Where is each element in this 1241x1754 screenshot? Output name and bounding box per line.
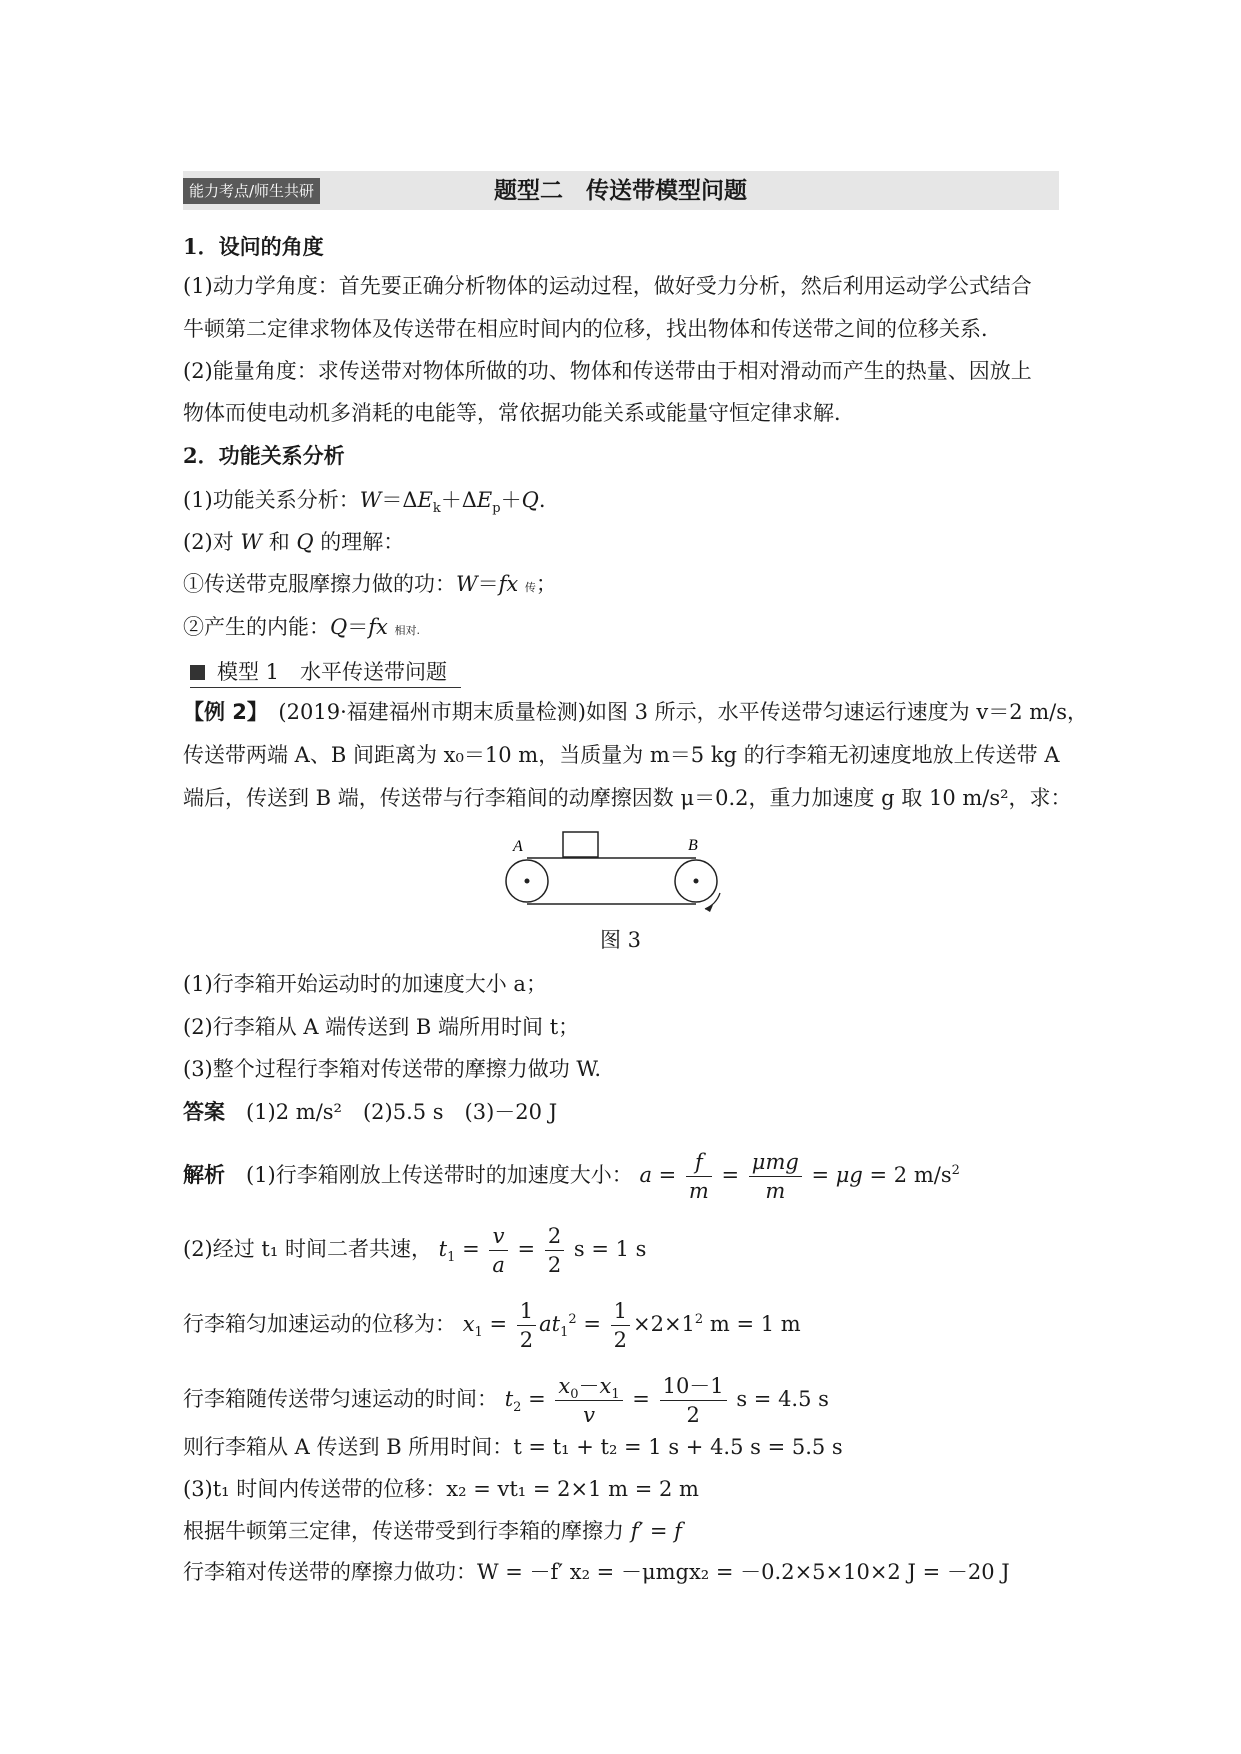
point-b-label: B (688, 837, 698, 854)
analysis-step8: 行李箱对传送带的摩擦力做功：W = －f′ x₂ = －μmgx₂ = －0.2×5×10×2 J = －20 J (183, 1560, 1010, 1584)
page-title: 题型二 传送带模型问题 (494, 178, 747, 204)
analysis-step7-math: f′ = f (630, 1519, 682, 1543)
square-bullet-icon (190, 665, 205, 680)
luggage-box (563, 832, 598, 857)
example-label: 【例 2】 (183, 700, 258, 724)
analysis-step3: 行李箱匀加速运动的位移为： $x_1$ = $\frac{1}{2}$ $at_1^2$ = $\frac{1}{2}$ $\times 2\times 1^2$ m = 1 m (183, 1299, 801, 1352)
analysis-step1: 解析 (1)行李箱刚放上传送带时的加速度大小： a = $\frac{f}{m}$ = $\frac{\text{μmg}}{m}$ = μg = 2 $m/s^2$ (183, 1150, 960, 1203)
section2-heading: 2．功能关系分析 (183, 443, 345, 468)
conveyor-belt-figure (490, 830, 750, 920)
section2-line1: (1)功能关系分析：$W=\Delta E_k+\Delta E_p+Q$. (183, 488, 546, 517)
analysis-step7: 根据牛顿第三定律，传送带受到行李箱的摩擦力 f′ = f (183, 1519, 682, 1543)
answer-line: 答案 (1)2 m/s² (2)5.5 s (3)－20 J (183, 1100, 558, 1124)
section2-line4: ②产生的内能：Q＝fx 相对. (183, 615, 421, 639)
section2-line2: (2)对 W 和 Q 的理解： (183, 530, 405, 554)
section1-heading: 1．设问的角度 (183, 234, 324, 259)
rotation-arrowhead (705, 905, 713, 912)
analysis-step5-math: t = t₁ + t₂ = 1 s + 4.5 s = 5.5 s (513, 1435, 843, 1459)
right-pulley-axle (694, 879, 699, 884)
left-pulley-axle (525, 879, 530, 884)
section1-p1-line2: 牛顿第二定律求物体及传送带在相应时间内的位移，找出物体和传送带之间的位移关系． (183, 317, 1002, 341)
analysis-label: 解析 (183, 1163, 225, 1187)
figure-caption: 图 3 (599, 928, 642, 952)
analysis-step6: (3)t₁ 时间内传送带的位移：x₂ = vt₁ = 2×1 m = 2 m (183, 1477, 699, 1501)
analysis-step8-math: W = －f′ x₂ = －μmgx₂ = －0.2×5×10×2 J = －20 J (477, 1560, 1010, 1584)
point-a-label: A (513, 838, 523, 855)
section1-p2-line2: 物体而使电动机多消耗的电能等，常依据功能关系或能量守恒定律求解． (183, 401, 855, 425)
analysis-step2: (2)经过 t₁ 时间二者共速， $t_1$ = $\frac{v}{a}$ = $\frac{2}{2}$ s = 1 s (183, 1224, 647, 1277)
section1-p2-line1: (2)能量角度：求传送带对物体所做的功、物体和传送带由于相对滑动而产生的热量、因放上 (183, 359, 1032, 383)
question-2: (2)行李箱从 A 端传送到 B 端所用时间 t； (183, 1015, 580, 1039)
example-line1: 【例 2】 (2019·福建福州市期末质量检测)如图 3 所示，水平传送带匀速运行速度为 v＝2 m/s， (183, 700, 1088, 724)
rotation-arrow (705, 893, 720, 909)
analysis-step4: 行李箱随传送带匀速运动的时间： $t_2$ = $\frac{x_0-x_1}{v}$ = $\frac{10-1}{2}$ s = 4.5 s (183, 1374, 829, 1427)
section1-p1-line1: (1)动力学角度：首先要正确分析物体的运动过程，做好受力分析，然后利用运动学公式结合 (183, 274, 1032, 298)
analysis-step5: 则行李箱从 A 传送到 B 所用时间：t = t₁ + t₂ = 1 s + 4.5 s = 5.5 s (183, 1435, 843, 1459)
question-3: (3)整个过程行李箱对传送带的摩擦力做功 W. (183, 1057, 602, 1081)
answer-label: 答案 (183, 1100, 225, 1124)
section2-line3: ①传送带克服摩擦力做的功：W＝fx 传； (183, 572, 557, 596)
model-heading: 模型 1 水平传送带问题 (190, 657, 461, 688)
question-1: (1)行李箱开始运动时的加速度大小 a； (183, 972, 547, 996)
header-tag: 能力考点/师生共研 (183, 178, 320, 204)
analysis-step6-math: x₂ = vt₁ = 2×1 m = 2 m (446, 1477, 699, 1501)
example-line2: 传送带两端 A、B 间距离为 x₀＝10 m，当质量为 m＝5 kg 的行李箱无初速度地放上传送带 A (183, 743, 1060, 767)
example-line3: 端后，传送到 B 端，传送带与行李箱间的动摩擦因数 μ＝0.2，重力加速度 g 取 10 m/s²，求： (183, 786, 1072, 810)
